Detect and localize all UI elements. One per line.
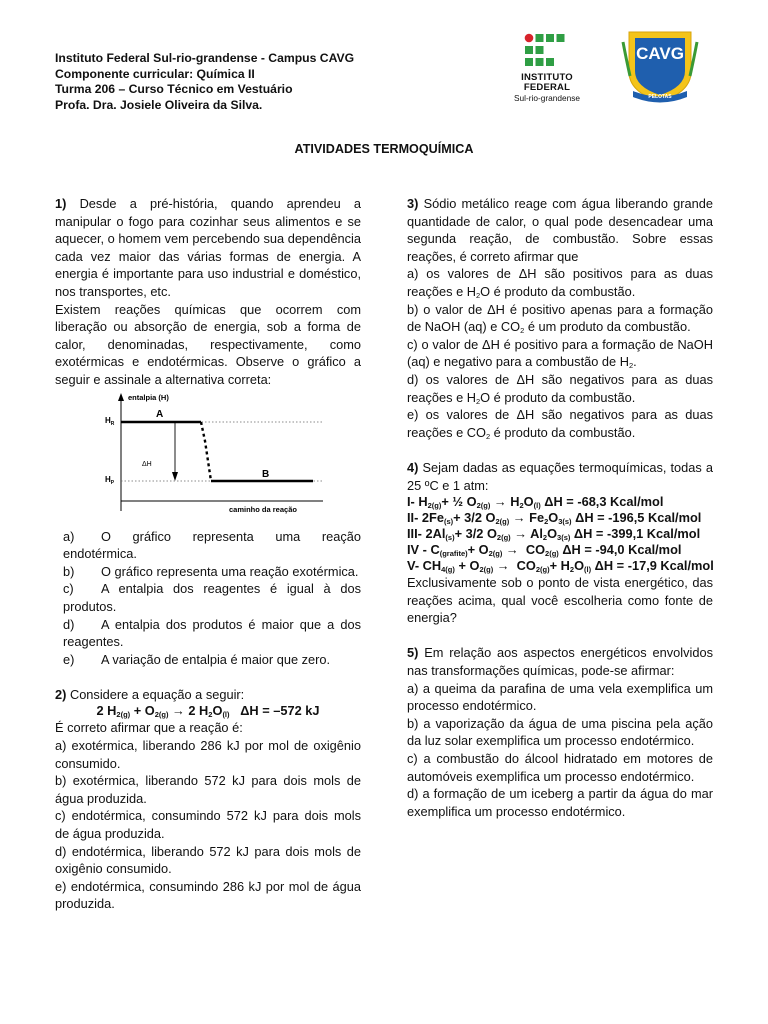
if-logo-word-instituto: INSTITUTO [521, 72, 573, 83]
graph-hr-label: $H_R$ [105, 415, 115, 427]
question-3-option-e: e) os valores de ΔH são negativos para as duas reações e $CO_2$ é produto da combustão. [407, 407, 713, 441]
left-column [55, 195, 361, 913]
question-2: 2) Considere a equação a seguir: [55, 686, 245, 702]
cavg-logo-text: CAVG [636, 44, 684, 63]
question-4-equation-3: III- $2Al_{(s)}+ 3/2$ $O_{2(g)} \to Al_2O_{3(s)}$ ΔH = -399,1 Kcal/mol [407, 526, 701, 543]
question-3-option-c: c) o valor de ΔH é positivo para a formação de NaOH (aq) e negativo para a combustão de $H_2$. [407, 336, 713, 371]
question-1-paragraph-1: Desde a pré-história, quando aprendeu a manipular o fogo para cozinhar seus alimentos e se aquecer, o homem vem percebendo sua dependência cada vez maior das várias formas de energia. A energia é importante para uso industrial e doméstico, nos transportes, etc. [55, 196, 361, 299]
question-3-option-a: a) os valores de ΔH são positivos para as duas reações e $H_2O$ é produto da combustão. [407, 266, 713, 300]
question-2-option-a: a) exotérmica, liberando 286 kJ por mol de oxigênio consumido. [55, 738, 361, 771]
if-logo-subtitle: Sul-rio-grandense [514, 93, 580, 103]
cavg-logo [621, 28, 699, 106]
question-3-option-d: d) os valores de ΔH são negativos para as duas reações e $H_2O$ é produto da combustão. [407, 371, 713, 406]
question-2-number: 2) [55, 686, 67, 702]
question-1-option-d: d) A entalpia dos produtos é maior que a dos reagentes. [63, 616, 361, 650]
question-5-option-a: a) a queima da parafina de uma vela exemplifica um processo endotérmico. [407, 680, 713, 714]
question-1-option-c: c) A entalpia dos reagentes é igual à dos produtos. [63, 581, 361, 614]
question-2-option-d: d) endotérmica, liberando 572 kJ para dois mols de oxigênio consumido. [55, 843, 361, 877]
if-logo [507, 33, 587, 105]
question-5: 5) Em relação aos aspectos energéticos envolvidos nas transformações químicas, pode-se afirmar: [407, 645, 713, 679]
question-4-equation-1: I- $H_{2(g)}+$ ½ $O_{2(g)} \to H_2O_{(l)}$ ΔH = -68,3 Kcal/mol [407, 494, 664, 511]
question-4-number: 4) [407, 459, 419, 475]
right-column [407, 195, 713, 820]
if-logo-grid-icon [524, 33, 568, 67]
question-5-option-c: c) a combustão do álcool hidratado em motores de automóveis exemplifica um processo endotérmico. [407, 751, 713, 784]
question-1-number: 1) [55, 196, 67, 211]
question-4-equation-4: IV - $C_{(grafite)}+ O_{2(g)} \to CO_{2(g)}$ ΔH = -94,0 Kcal/mol [407, 542, 682, 559]
graph-x-axis-label: caminho da reação [229, 504, 297, 514]
header [55, 51, 395, 113]
question-2-option-e: e) endotérmica, consumindo 286 kJ por mol de água produzida. [55, 878, 361, 912]
header-institution: Instituto Federal Sul-rio-grandense - Campus CAVG [55, 51, 355, 65]
question-5-number: 5) [407, 645, 419, 661]
question-4-equation-5: V- $CH_{4(g)} + O_{2(g)} \to CO_{2(g)}+ H_2O_{(l)}$ ΔH = -17,9 Kcal/mol [407, 558, 714, 575]
question-4-equation-2: II- $2Fe_{(s)}+ 3/2$ $O_{2(g)} \to Fe_2O_{3(s)}$ ΔH = -196,5 Kcal/mol [407, 510, 702, 527]
question-4: 4) Sejam dadas as equações termoquímicas, todas a 25 ºC e 1 atm: [407, 459, 713, 493]
question-4-question: Exclusivamente sob o ponto de vista energético, das reações acima, qual você escolheria como fonte de energia? [407, 575, 713, 626]
if-logo-word-federal: FEDERAL [523, 82, 571, 93]
question-3: 3) Sódio metálico reage com água liberando grande quantidade de calor, o qual pode desencadear uma segunda reação, de combustão. Sobre essas reações, é correto afirmar que [407, 196, 713, 264]
page-title: ATIVIDADES TERMOQUÍMICA [294, 142, 474, 156]
question-2-prompt: É correto afirmar que a reação é: [55, 720, 243, 736]
header-teacher: Profa. Dra. Josiele Oliveira da Silva. [55, 97, 263, 112]
enthalpy-graph [55, 391, 361, 523]
header-class: Turma 206 – Curso Técnico em Vestuário [55, 82, 293, 97]
graph-delta-h-label: ΔH [142, 460, 152, 468]
question-5-option-d: d) a formação de um iceberg a partir da água do mar exemplifica um processo endotérmico. [407, 786, 713, 819]
question-2-equation: 2 $H_{2(g)} + O_{2(g)} \to 2$ $H_2O_{(l)}$ ΔH = –572 kJ [96, 703, 320, 720]
graph-y-axis-label: entalpia (H) [128, 392, 169, 402]
question-3-number: 3) [407, 196, 419, 211]
question-1-option-a: a) O gráfico representa uma reação endotérmica. [63, 528, 361, 562]
graph-hp-label: $H_P$ [105, 474, 115, 486]
cavg-logo-ribbon: PELOTAS [648, 94, 672, 100]
question-1 [55, 195, 361, 301]
header-course-component: Componente curricular: Química II [55, 66, 255, 81]
question-2-option-c: c) endotérmica, consumindo 572 kJ para dois mols de água produzida. [55, 808, 361, 842]
question-2-option-b: b) exotérmica, liberando 572 kJ para dois mols de água produzida. [55, 773, 361, 806]
graph-label-a: A [156, 408, 164, 420]
question-5-option-b: b) a vaporização da água de uma piscina pela ação da luz solar exemplifica um processo endotérmico. [407, 715, 713, 749]
question-1-paragraph-2: Existem reações químicas que ocorrem com liberação ou absorção de energia, sob a forma de calor, denominadas, respectivamente, como exotérmicas e endotérmicas. Observe o gráfico a seguir e assinale a alternativa correta: [55, 301, 361, 387]
question-1-option-b: b) O gráfico representa uma reação exotérmica. [63, 563, 359, 579]
graph-label-b: B [262, 468, 270, 480]
question-1-option-e: e) A variação de entalpia é maior que zero. [63, 651, 331, 667]
question-3-option-b: b) o valor de ΔH é positivo apenas para a formação de NaOH (aq) e $CO_2$ é um produto da combustão. [407, 301, 713, 336]
